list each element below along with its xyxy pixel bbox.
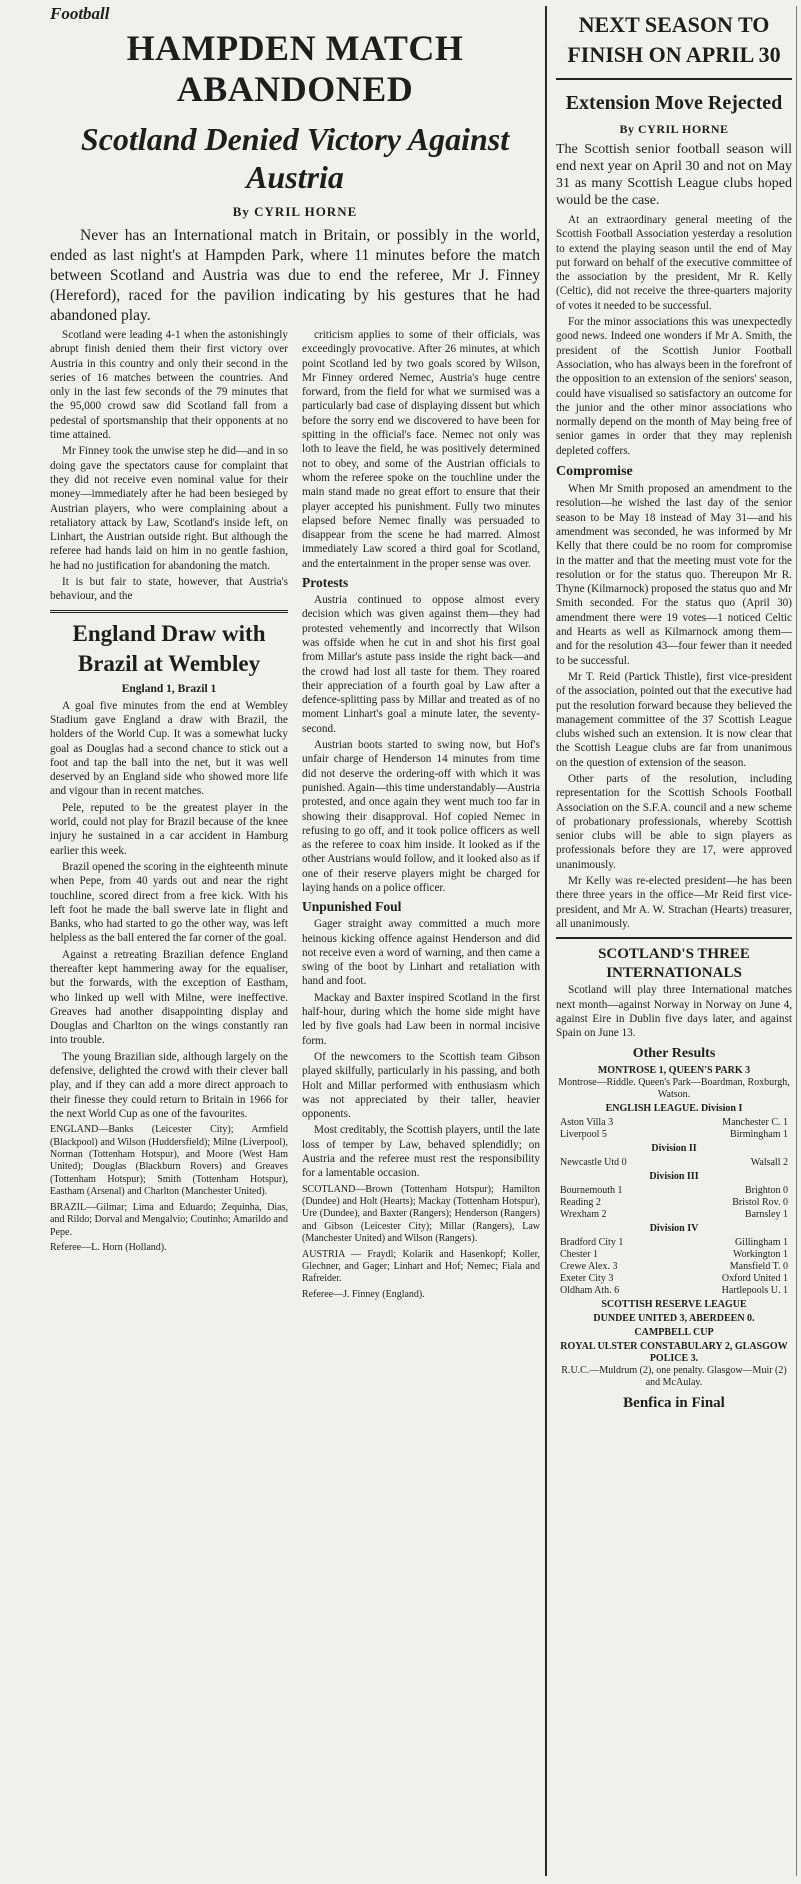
away-result: Mansfield T. 0 — [729, 1261, 788, 1273]
england-score: England 1, Brazil 1 — [121, 682, 217, 695]
division-heading: Division IV — [649, 1223, 699, 1235]
division-heading: CAMPBELL CUP — [634, 1327, 714, 1339]
paragraph: For the minor associations this was unexpectedly good news. Indeed one wonders if Mr A. Smith, the president of the Scottish Junior Football Association, who has always been in the forefront of the opposition to an extension of the seniors' season, could have visualised so satisfactory an outcome for the junior and the other minor associations who normally depend on the month of May being free of senior games in order that they may replenish depleted coffers. — [556, 316, 792, 457]
paragraph: Austria continued to oppose almost every decision which was given against them—they had protested vehemently and incorrectly that Wilson was offside when he cut in and shot his first goal from Millar's astute pass inside the right back—and the crowd had lost all taste for them. They roared their appreciation of a fourth goal by Law after a defence-splitting pass by Millar and treated as of no moment Linhart's goal a minute later, the seventy-second. — [302, 594, 540, 735]
main-lede: Never has an International match in Britain, or possibly in the world, ended as last night's at Hampden Park, where 11 minutes before the match between Scotland and Austria was due to end the referee, Mr J. Finney (Hereford), raced for the pavilion indicating by his gestures that he had abandoned play. — [50, 227, 540, 324]
paragraph: A goal five minutes from the end at Wembley Stadium gave England a draw with Brazil, the holders of the World Cup. It was a somewhat lucky goal as Douglas had a second chance to stick out a foot and tap the ball into the net, but it was well deserved by an England side who showed more life and vigour than in recent matches. — [50, 699, 288, 798]
result-scorers: R.U.C.—Muldrum (2), one penalty. Glasgow—Muir (2) and McAulay. — [561, 1365, 787, 1389]
main-body-right-column — [302, 328, 540, 1304]
away-result: Walsall 2 — [750, 1157, 788, 1169]
paragraph: Gager straight away committed a much more heinous kicking offence against Henderson and did not receive even a word of warning, and then came a swing of the boot by Linhart and retaliation with hand and foot. — [302, 918, 540, 988]
division-heading: SCOTTISH RESERVE LEAGUE — [601, 1299, 747, 1311]
season-subhead: Extension Move Rejected — [565, 92, 783, 114]
away-result: Bristol Rov. 0 — [732, 1197, 788, 1209]
result-row — [556, 1197, 792, 1209]
paragraph: Mackay and Baxter inspired Scotland in the first half-hour, during which the home side might have led by five goals had Law been in normal incisive form. — [302, 991, 540, 1047]
foul-subhead: Unpunished Foul — [302, 899, 402, 915]
division-heading: Division III — [649, 1171, 699, 1183]
austria-team-list: AUSTRIA — Fraydl; Kolarik and Hasenkopf; Koller, Glechner, and Gager; Linhart and Hof; Nemec; Fiala and Rafreider. — [302, 1248, 540, 1285]
home-result: Oldham Ath. 6 — [560, 1285, 620, 1297]
benfica-headline: Benfica in Final — [623, 1395, 725, 1412]
paragraph: Against a retreating Brazilian defence England thereafter kept hammering away for the equaliser, but the forwards, with the exception of Eastham, who linked up well with Milne, were ineffective. Greaves had another disappointing display and Douglas and Charlton on the wings constantly ran into trouble. — [50, 948, 288, 1047]
paragraph: Other parts of the resolution, including representation for the Scottish Schools Football Association on the S.F.A. council and a new scheme of probationary professionals, whereby Scottish senior clubs will be able to sign players as professionals before they are 17, were approved unanimously. — [556, 772, 792, 871]
result-line: MONTROSE 1, QUEEN'S PARK 3 — [597, 1065, 751, 1077]
result-row — [556, 1117, 792, 1129]
division-results — [556, 1185, 792, 1221]
home-result: Bournemouth 1 — [560, 1185, 623, 1197]
paragraph: Most creditably, the Scottish players, until the late loss of temper by Law, behaved splendidly; on Austria and the referee must rest the responsibility for a lamentable occasion. — [302, 1124, 540, 1180]
result-scorers: Montrose—Riddle. Queen's Park—Boardman, Roxburgh, Watson. — [558, 1077, 790, 1101]
away-result: Barnsley 1 — [744, 1209, 788, 1221]
home-result: Newcastle Utd 0 — [560, 1157, 627, 1169]
season-byline: By CYRIL HORNE — [619, 122, 729, 136]
division-results — [556, 1157, 792, 1169]
result-row — [556, 1237, 792, 1249]
result-row — [556, 1129, 792, 1141]
main-body-left-column — [50, 328, 288, 1304]
home-result: Liverpool 5 — [560, 1129, 607, 1141]
season-story — [556, 10, 792, 1412]
paragraph: Pele, reputed to be the greatest player in the world, could not play for Brazil because of the knee injury he sustained in a car accident in Hamburg earlier this week. — [50, 801, 288, 857]
division-heading: ENGLISH LEAGUE. Division I — [605, 1103, 743, 1115]
home-result: Reading 2 — [560, 1197, 601, 1209]
division-heading: Division II — [651, 1143, 697, 1155]
column-rule-edge — [796, 6, 797, 1876]
paragraph: criticism applies to some of their officials, was exceedingly provocative. After 26 minutes, at which point Scotland led by two goals scored by Wilson, Mr Finney ordered Nemec, Austria's huge centre forward, from the field for what we surmised was a particularly bad case of displaying dissent but which before the sorry end we discovered to have been for spitting in the official's face. Nemec not only was loth to leave the field, he was positively determined not to obey, and some of the Austrian officials to whom the referee spoke on the touchline under the main stand made no great effort to ensure that their player accepted his punishment. Fully two minutes elapsed before Nemec finally was persuaded to disappear from the scene he had marred. Almost immediately Law scored a third goal for Scotland, and the entertainment in the proper sense was over. — [302, 329, 540, 570]
results-list — [556, 1065, 792, 1389]
paragraph: The young Brazilian side, although largely on the defensive, delighted the crowd with their clever ball play, and if they can add a more direct approach to their finesse they could return to Britain in 1966 for the next World Cup as one of the favourites. — [50, 1050, 288, 1120]
compromise-subhead: Compromise — [556, 464, 633, 480]
paragraph: Austrian boots started to swing now, but Hof's unfair charge of Henderson 14 minutes from time did not deserve the ordering-off with which it was punished. Again—this time understandably—Austria protested, and once again they went much too far in showing their disapproval. Hof copied Nemec in refusing to go off, and it took police officers as well as the referee to coax him inside. It looked as if the other Austrians would follow, and it looked also as if one of their reserve players might be charged for laying hands on a police officer. — [302, 739, 541, 894]
paragraph: At an extraordinary general meeting of the Scottish Football Association yesterday a resolution to extend the playing season until the end of May put forward on behalf of the executive committee of the association by the president, Mr R. Kelly (Celtic), did not receive the three-quarters majority of votes it needed to be successful. — [556, 214, 792, 312]
away-result: Manchester C. 1 — [722, 1117, 788, 1129]
england-referee: Referee—L. Horn (Holland). — [50, 1241, 167, 1253]
home-result: Exeter City 3 — [560, 1273, 614, 1285]
section-label: Football — [50, 4, 110, 23]
england-headline: England Draw with Brazil at Wembley — [50, 610, 288, 679]
paragraph: Mr Finney took the unwise step he did—and in so doing gave the spectators cause for complaint that they did not receive even nominal value for their money—immediately after he had been besieged by Austrian players, who were complaining about a retaliatory attack by Law, Scotland's inside left, on Linhart, the Austrian outside right. But although the referee had hands laid on him in no gentle fashion, he had no justification for abandoning the match. — [50, 445, 288, 572]
away-result: Birmingham 1 — [729, 1129, 788, 1141]
away-result: Gillingham 1 — [734, 1237, 788, 1249]
main-byline: By CYRIL HORNE — [232, 204, 358, 219]
paragraph: Brazil opened the scoring in the eighteenth minute when Pepe, from 40 yards out and near the right touchline, scored direct from a free kick. With his left foot he made the ball swerve late in flight and Banks, who had started to go the other way, was left helpless as the ball entered the far corner of the goal. — [50, 860, 288, 945]
other-results-headline: Other Results — [632, 1046, 716, 1062]
paragraph: Scotland were leading 4-1 when the astonishingly abrupt finish denied them their first victory over Austria in this country and only their second in the series of 16 matches between the countries. And only in the last few seconds of the 79 minutes that the 95,000 crowd saw did Scotland fall from a pedestal of sportsmanship that their opponents at no time attained. — [50, 329, 288, 442]
scotland-team-list: SCOTLAND—Brown (Tottenham Hotspur); Hamilton (Dundee) and Holt (Hearts); Mackay (Tottenham Hotspur), Ure (Dundee), and Baxter (Rangers); Henderson (Rangers) and Gibson (Leicester City); Millar (Rangers), Law (Manchester United) and Wilson (Rangers). — [302, 1183, 540, 1245]
result-row — [556, 1209, 792, 1221]
division-results — [556, 1237, 792, 1297]
protests-subhead: Protests — [302, 575, 349, 591]
result-line: ROYAL ULSTER CONSTABULARY 2, GLASGOW POLICE 3. — [560, 1341, 788, 1365]
paragraph: It is but fair to state, however, that Austria's behaviour, and the — [50, 576, 288, 603]
away-result: Oxford United 1 — [721, 1273, 788, 1285]
result-line: DUNDEE UNITED 3, ABERDEEN 0. — [593, 1313, 755, 1325]
england-team-list: ENGLAND—Banks (Leicester City); Armfield (Blackpool) and Wilson (Huddersfield); Milne (Liverpool), Norman (Tottenham Hotspur), and Moore (West Ham United); Douglas (Blackburn Rovers) and Greaves (Tottenham Hotspur); Smith (Tottenham Hotspur), Eastham (Arsenal) and Charlton (Manchester United). — [50, 1124, 288, 1198]
season-headline: NEXT SEASON TO FINISH ON APRIL 30 — [556, 10, 792, 80]
result-row — [556, 1261, 792, 1273]
away-result: Workington 1 — [732, 1249, 788, 1261]
home-result: Wrexham 2 — [560, 1209, 607, 1221]
paragraph: Mr T. Reid (Partick Thistle), first vice-president of the association, pointed out that the executive had put the resolution forward because they believed the management committee of the 37 Scottish League clubs wished such an extension. It is now clear that the Scottish League clubs are far from unanimous on the question of extension of the season. — [556, 670, 792, 769]
home-result: Chester 1 — [560, 1249, 599, 1261]
paragraph: Mr Kelly was re-elected president—he has been there three years in the office—Mr Reid first vice-president, and Mr A. W. Strachan (Hearts) treasurer, all unanimously. — [556, 875, 792, 930]
result-row — [556, 1157, 792, 1169]
main-body — [50, 328, 540, 1304]
result-row — [556, 1285, 792, 1297]
column-rule — [545, 6, 547, 1876]
paragraph: When Mr Smith proposed an amendment to the resolution—he wished the last day of the senior season to be May 18 instead of May 31—and his amendment was seconded, he was informed by Mr Kelly that there could be no room for compromise in the matter and that the meeting must vote for the resolution or for the status quo. Thereupon Mr R. Thyne (Kilmarnock) proposed the status quo and Mr Smith seconded. For the status quo (April 30) amendment there were 19 votes—1 noticed Celtic and Hearts as well as Kilmarnock among them—and for the resolution 43—four fewer than it needed to be successful. — [556, 483, 792, 667]
main-headline: HAMPDEN MATCH ABANDONED — [126, 28, 464, 109]
away-result: Hartlepools U. 1 — [721, 1285, 788, 1297]
home-result: Crewe Alex. 3 — [560, 1261, 618, 1273]
division-results — [556, 1117, 792, 1141]
main-referee: Referee—J. Finney (England). — [302, 1288, 425, 1300]
result-row — [556, 1249, 792, 1261]
season-lede: The Scottish senior football season will end next year on April 30 and not on May 31 as many Scottish League clubs hoped would be the case. — [556, 142, 792, 208]
result-row — [556, 1273, 792, 1285]
paragraph: Scotland will play three International matches next month—against Norway in Norway on June 4, against Eire in Dublin five days later, and against Spain on June 13. — [556, 984, 792, 1040]
home-result: Bradford City 1 — [560, 1237, 624, 1249]
main-story — [50, 4, 540, 1304]
main-subhead: Scotland Denied Victory Against Austria — [80, 121, 510, 195]
paragraph: Of the newcomers to the Scottish team Gibson played skilfully, particularly in his passing, and both Holt and Millar performed with enthusiasm which was not appreciated by their taller, heavier opponents. — [302, 1050, 540, 1121]
away-result: Brighton 0 — [744, 1185, 788, 1197]
home-result: Aston Villa 3 — [560, 1117, 614, 1129]
internationals-headline: SCOTLAND'S THREE INTERNATIONALS — [556, 937, 792, 983]
brazil-team-list: BRAZIL—Gilmar; Lima and Eduardo; Zequinha, Dias, and Rildo; Dorval and Mengalvio; Coutinho; Amarildo and Pepe. — [50, 1201, 288, 1238]
result-row — [556, 1185, 792, 1197]
